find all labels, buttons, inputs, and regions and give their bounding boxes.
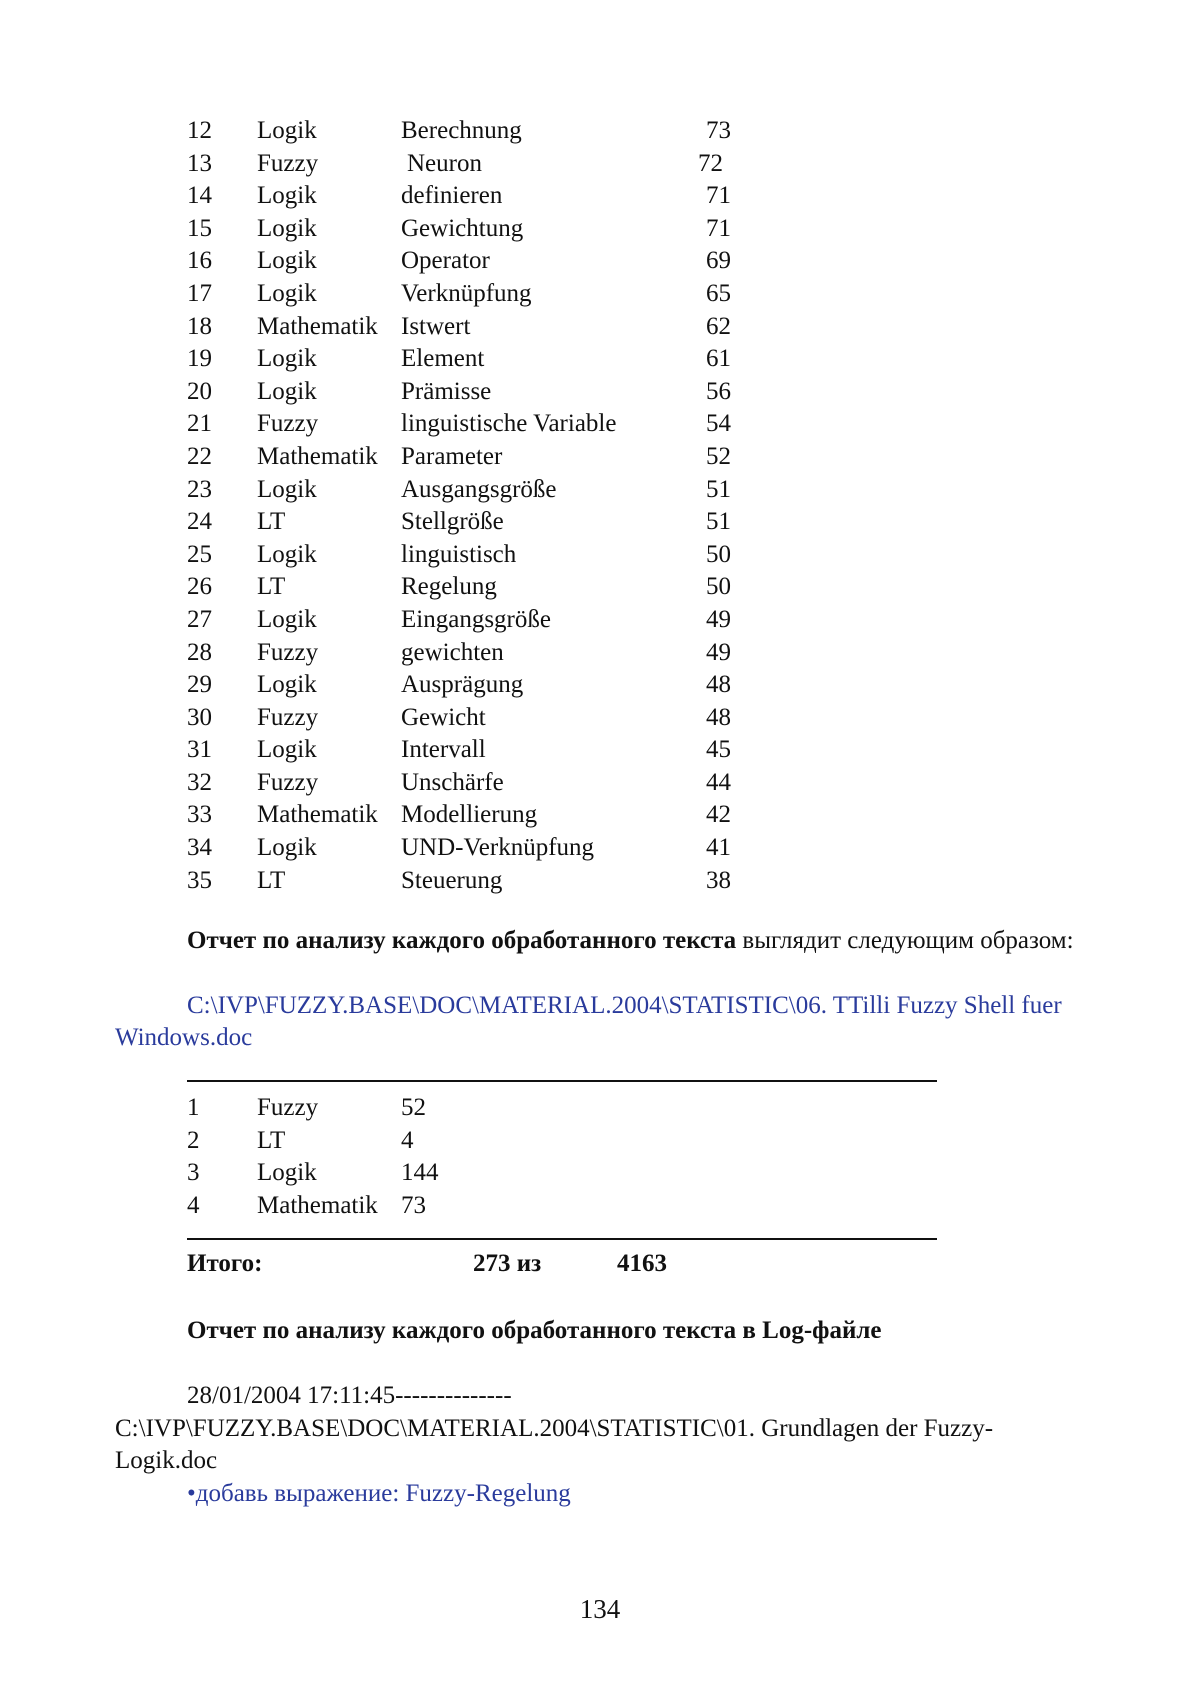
summary-domain: Fuzzy [257, 1094, 319, 1121]
term-number: 22 [187, 442, 212, 470]
term-domain: LT [257, 573, 286, 601]
term-domain: Mathematik [257, 312, 378, 340]
term-name: Parameter [401, 442, 503, 470]
term-number: 16 [187, 247, 212, 275]
report-intro-paragraph [115, 925, 1095, 957]
log-timestamp: 28/01/2004 17:11:45-------------- [187, 1382, 512, 1409]
term-count: 71 [706, 182, 731, 210]
log-heading: Отчет по анализу каждого обработанного текста в Log-файле [187, 1317, 882, 1344]
term-domain: Fuzzy [257, 410, 319, 438]
term-number: 35 [187, 866, 212, 894]
term-number: 26 [187, 573, 212, 601]
total-of-total: 4163 [617, 1250, 667, 1277]
report-intro-bold: Отчет по анализу каждого обработанного текста [187, 927, 737, 954]
term-domain: Logik [257, 117, 317, 144]
term-name: Istwert [401, 312, 471, 340]
summary-count: 4 [401, 1126, 414, 1154]
term-count: 44 [706, 768, 731, 796]
term-domain: Mathematik [257, 801, 378, 829]
total-value: 273 из [473, 1250, 542, 1277]
term-domain: Fuzzy [257, 768, 319, 796]
term-domain: Logik [257, 671, 317, 699]
term-name: UND-Verknüpfung [401, 834, 595, 862]
term-name: Gewichtung [401, 214, 524, 242]
log-action: •добавь выражение: Fuzzy-Regelung [187, 1480, 571, 1507]
term-name: Unschärfe [401, 768, 504, 796]
term-number: 18 [187, 312, 212, 340]
term-count: 49 [706, 605, 731, 633]
term-count: 71 [706, 214, 731, 242]
term-name: Berechnung [401, 117, 522, 144]
term-domain: Logik [257, 736, 317, 764]
term-number: 24 [187, 508, 212, 536]
term-count: 45 [706, 736, 731, 764]
page-number: 134 [579, 1594, 621, 1624]
term-name: Intervall [401, 736, 486, 764]
summary-number: 1 [187, 1094, 200, 1121]
term-domain: Fuzzy [257, 638, 319, 666]
total-label: Итого: [187, 1250, 263, 1277]
summary-number: 3 [187, 1159, 200, 1187]
term-domain: Fuzzy [257, 149, 319, 177]
summary-number: 2 [187, 1126, 200, 1154]
term-domain: Mathematik [257, 442, 378, 470]
term-count: 54 [706, 410, 731, 438]
term-name: Regelung [401, 573, 497, 601]
term-count: 48 [706, 703, 731, 731]
term-number: 20 [187, 377, 212, 405]
term-count: 38 [706, 866, 731, 894]
term-name: Operator [401, 247, 490, 275]
term-number: 23 [187, 475, 212, 503]
term-name: Ausprägung [401, 671, 524, 699]
term-number: 15 [187, 214, 212, 242]
term-number: 27 [187, 605, 212, 633]
term-name: definieren [401, 182, 503, 210]
term-domain: Logik [257, 279, 317, 307]
term-name: Stellgröße [401, 508, 504, 536]
term-domain: Logik [257, 834, 317, 862]
term-count: 41 [706, 834, 731, 862]
log-path: C:\IVP\FUZZY.BASE\DOC\MATERIAL.2004\STATISTIC\01. Grundlagen der Fuzzy-Logik.doc [115, 1415, 994, 1474]
term-count: 49 [706, 638, 731, 666]
term-domain: Logik [257, 247, 317, 275]
divider-bottom [187, 1238, 937, 1240]
term-name: Neuron [407, 149, 482, 177]
term-domain: Logik [257, 377, 317, 405]
term-number: 12 [187, 117, 212, 144]
summary-count: 52 [401, 1094, 426, 1121]
summary-domain: LT [257, 1126, 286, 1154]
term-domain: LT [257, 866, 286, 894]
term-name: Modellierung [401, 801, 538, 829]
term-name: Element [401, 345, 485, 373]
term-name: linguistisch [401, 540, 517, 568]
term-domain: LT [257, 508, 286, 536]
term-number: 25 [187, 540, 212, 568]
term-count: 51 [706, 508, 731, 536]
report-intro-rest: выглядит следующим образом: [736, 927, 1074, 954]
term-count: 50 [706, 540, 731, 568]
term-domain: Logik [257, 540, 317, 568]
term-domain: Fuzzy [257, 703, 319, 731]
term-count: 48 [706, 671, 731, 699]
term-count: 69 [706, 247, 731, 275]
term-name: Verknüpfung [401, 279, 532, 307]
term-domain: Logik [257, 475, 317, 503]
term-name: Ausgangsgröße [401, 475, 557, 503]
term-count: 62 [706, 312, 731, 340]
term-number: 34 [187, 834, 212, 862]
term-count: 56 [706, 377, 731, 405]
term-number: 30 [187, 703, 212, 731]
term-count: 50 [706, 573, 731, 601]
total-row [187, 1250, 887, 1284]
summary-count: 144 [401, 1159, 439, 1187]
term-domain: Logik [257, 214, 317, 242]
term-name: Prämisse [401, 377, 492, 405]
term-count: 42 [706, 801, 731, 829]
summary-number: 4 [187, 1191, 200, 1219]
term-count: 65 [706, 279, 731, 307]
term-number: 17 [187, 279, 212, 307]
term-number: 32 [187, 768, 212, 796]
term-domain: Logik [257, 182, 317, 210]
summary-count: 73 [401, 1191, 426, 1219]
term-name: Gewicht [401, 703, 486, 731]
term-number: 14 [187, 182, 212, 210]
term-count: 61 [706, 345, 731, 373]
divider-top [187, 1080, 937, 1082]
term-number: 28 [187, 638, 212, 666]
term-count: 73 [706, 117, 731, 144]
term-count: 52 [706, 442, 731, 470]
summary-domain: Logik [257, 1159, 317, 1187]
file-path-link[interactable]: C:\IVP\FUZZY.BASE\DOC\MATERIAL.2004\STATISTIC\06. TTilli Fuzzy Shell fuer Windows.doc [115, 992, 1062, 1051]
term-number: 13 [187, 149, 212, 177]
summary-domain: Mathematik [257, 1191, 378, 1219]
term-number: 31 [187, 736, 212, 764]
term-name: gewichten [401, 638, 504, 666]
term-name: linguistische Variable [401, 410, 617, 438]
term-count: 72 [698, 149, 723, 177]
term-number: 29 [187, 671, 212, 699]
term-name: Steuerung [401, 866, 503, 894]
term-number: 19 [187, 345, 212, 373]
term-domain: Logik [257, 605, 317, 633]
term-name: Eingangsgröße [401, 605, 551, 633]
term-domain: Logik [257, 345, 317, 373]
term-number: 21 [187, 410, 212, 438]
term-count: 51 [706, 475, 731, 503]
term-number: 33 [187, 801, 212, 829]
